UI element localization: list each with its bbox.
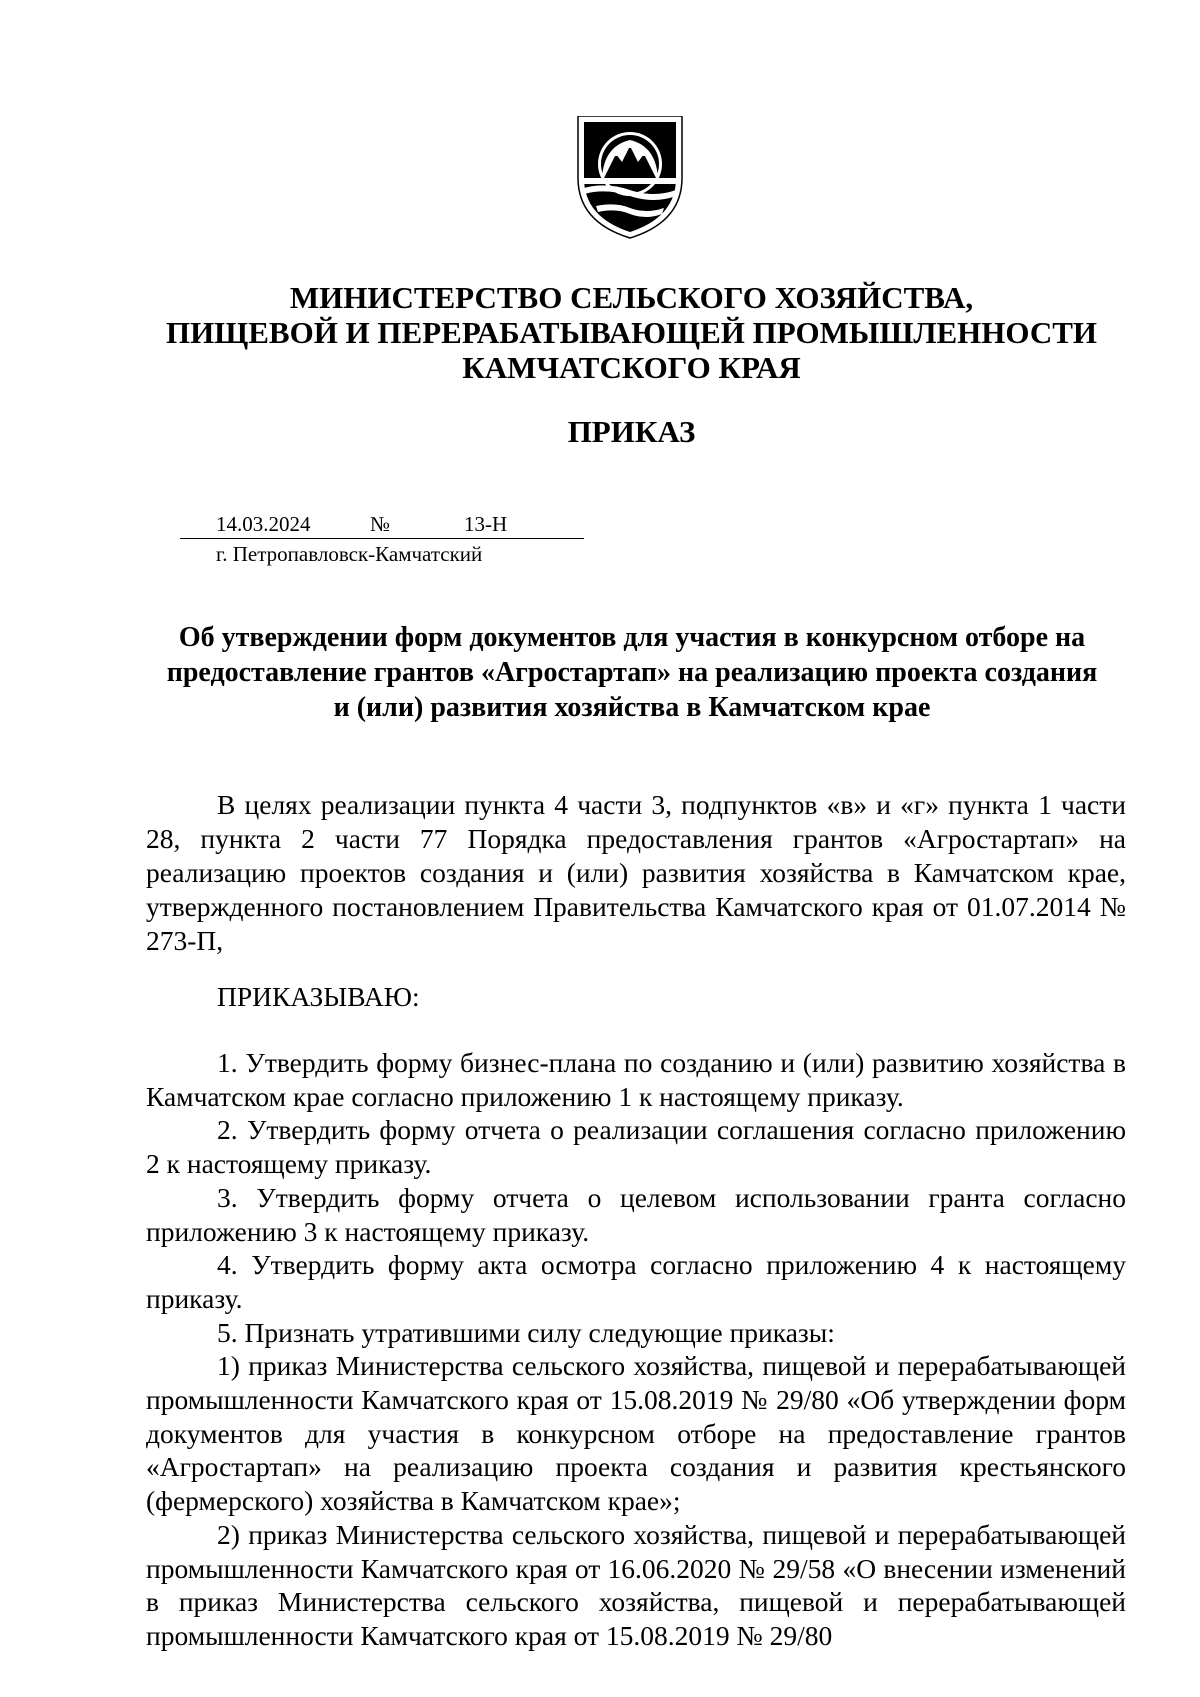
preamble [146, 788, 1126, 958]
document-subject [140, 620, 1124, 725]
document-type: ПРИКАЗ [567, 414, 696, 449]
subject-line: и (или) развития хозяйства в Камчатском крае [333, 692, 931, 723]
ministry-name [0, 280, 1200, 385]
subject-line: предоставление грантов «Агростартап» на реализацию проекта создания [166, 657, 1098, 688]
order-date-number [180, 510, 580, 570]
subject-line: Об утверждении форм документов для участия в конкурсном отборе на [178, 622, 1086, 653]
kamchatka-coat-of-arms-icon [576, 116, 684, 240]
ministry-line: КАМЧАТСКОГО КРАЯ [462, 350, 801, 385]
underline-divider [180, 538, 584, 539]
ministry-line: ПИЩЕВОЙ И ПЕРЕРАБАТЫВАЮЩЕЙ ПРОМЫШЛЕННОСТИ [165, 315, 1098, 350]
city-name: г. Петропавловск-Камчатский [216, 542, 483, 566]
number-sign: № [370, 512, 391, 536]
ministry-line: МИНИСТЕРСТВО СЕЛЬСКОГО ХОЗЯЙСТВА, [289, 280, 974, 315]
order-items [146, 1046, 1126, 1653]
order-item: 1) приказ Министерства сельского хозяйства, пищевой и перерабатывающей промышленности Камчатского края от 15.08.2019 № 29/80 «Об утверждении форм документов для участия в конкурсном отборе на предоставление грантов «Агростартап» на реализацию проекта создания и развития крестьянского (фермерского) хозяйства в Камчатском крае»; [146, 1350, 1126, 1517]
order-item: 5. Признать утратившими силу следующие приказы: [217, 1316, 835, 1348]
order-word: ПРИКАЗЫВАЮ: [217, 981, 420, 1012]
order-item: 2. Утвердить форму отчета о реализации соглашения согласно приложению 2 к настоящему приказу. [146, 1114, 1126, 1180]
order-number: 13-Н [464, 512, 508, 536]
order-item: 2) приказ Министерства сельского хозяйства, пищевой и перерабатывающей промышленности Камчатского края от 16.06.2020 № 29/58 «О внесении изменений в приказ Министерства сельского хозяйства, пищевой и перерабатывающей промышленности Камчатского края от 15.08.2019 № 29/80 [146, 1518, 1126, 1651]
order-item: 1. Утвердить форму бизнес-плана по созданию и (или) развитию хозяйства в Камчатском крае согласно приложению 1 к настоящему приказу. [146, 1047, 1126, 1112]
order-item: 4. Утвердить форму акта осмотра согласно приложению 4 к настоящему приказу. [146, 1249, 1126, 1314]
preamble-paragraph: В целях реализации пункта 4 части 3, подпунктов «в» и «г» пункта 1 части 28, пункта 2 части 77 Порядка предоставления грантов «Агростартап» на реализацию проектов создания и (или) развития хозяйства в Камчатском крае, утвержденного постановлением Правительства Камчатского края от 01.07.2014 № 273-П, [146, 789, 1126, 956]
order-item: 3. Утвердить форму отчета о целевом использовании гранта согласно приложению 3 к настоящему приказу. [146, 1181, 1126, 1247]
order-date: 14.03.2024 [216, 512, 311, 536]
